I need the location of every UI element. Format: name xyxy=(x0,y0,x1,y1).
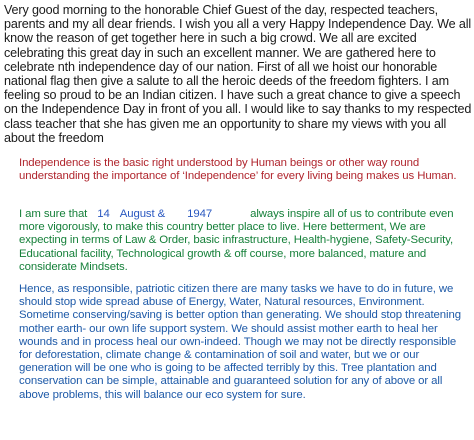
date-year-field: 1947 xyxy=(187,208,213,220)
date-day-field: 14 xyxy=(97,208,110,220)
date-paragraph-prefix: I am sure that xyxy=(19,208,88,220)
date-month-field: August & xyxy=(119,208,166,220)
independence-definition-paragraph: Independence is the basic right understood by Human beings or other way round understanding the importance of ‘Independence’ for every living being makes us Human. xyxy=(19,157,457,183)
date-paragraph-suffix: always inspire all of us to contribute even more vigorously, to make this country better place to live. Here betterment, We are expecting in terms of Law & Order, basic infrastructure, Health-hygiene, Safety-Security, Educational facility, Technological growth & off course, more balanced, mature and considerate Mindsets. xyxy=(19,208,454,273)
responsibility-paragraph: Hence, as responsible, patriotic citizen there are many tasks we have to do in future, we should stop wide spread abuse of Energy, Water, Natural resources, Environment. Sometime conserving/saving is better option than generating. We should stop threatening mother earth- our own life support system. We should assist mother earth to heal her wounds and in process heal our own-indeed. Though we may not be directly responsible for deforestation, climate change & contamination of soil and water, but we or our generation will be one who is going to be affected terribly by this. Tree plantation and conservation can be simple, attainable and guaranteed solution for any of above or all above problems, this will balance our eco system for sure. xyxy=(19,283,461,401)
date-paragraph xyxy=(19,208,469,274)
intro-paragraph: Very good morning to the honorable Chief Guest of the day, respected teachers, parents and my all dear friends. I wish you all a very Happy Independence Day. We all know the reason of get together here in such a big crowd. We all are excited celebrating this great day in such an excellent manner. We are gathered here to celebrate nth independence day of our nation. First of all we hoist our honorable national flag then give a salute to all the heroic deeds of the freedom fighters. I am feeling so proud to be an Indian citizen. I have such a great chance to give a speech on the Independence Day in front of you all. I would like to say thanks to my respected class teacher that she has given me an opportunity to share my views with you all about the freedom xyxy=(4,3,472,145)
